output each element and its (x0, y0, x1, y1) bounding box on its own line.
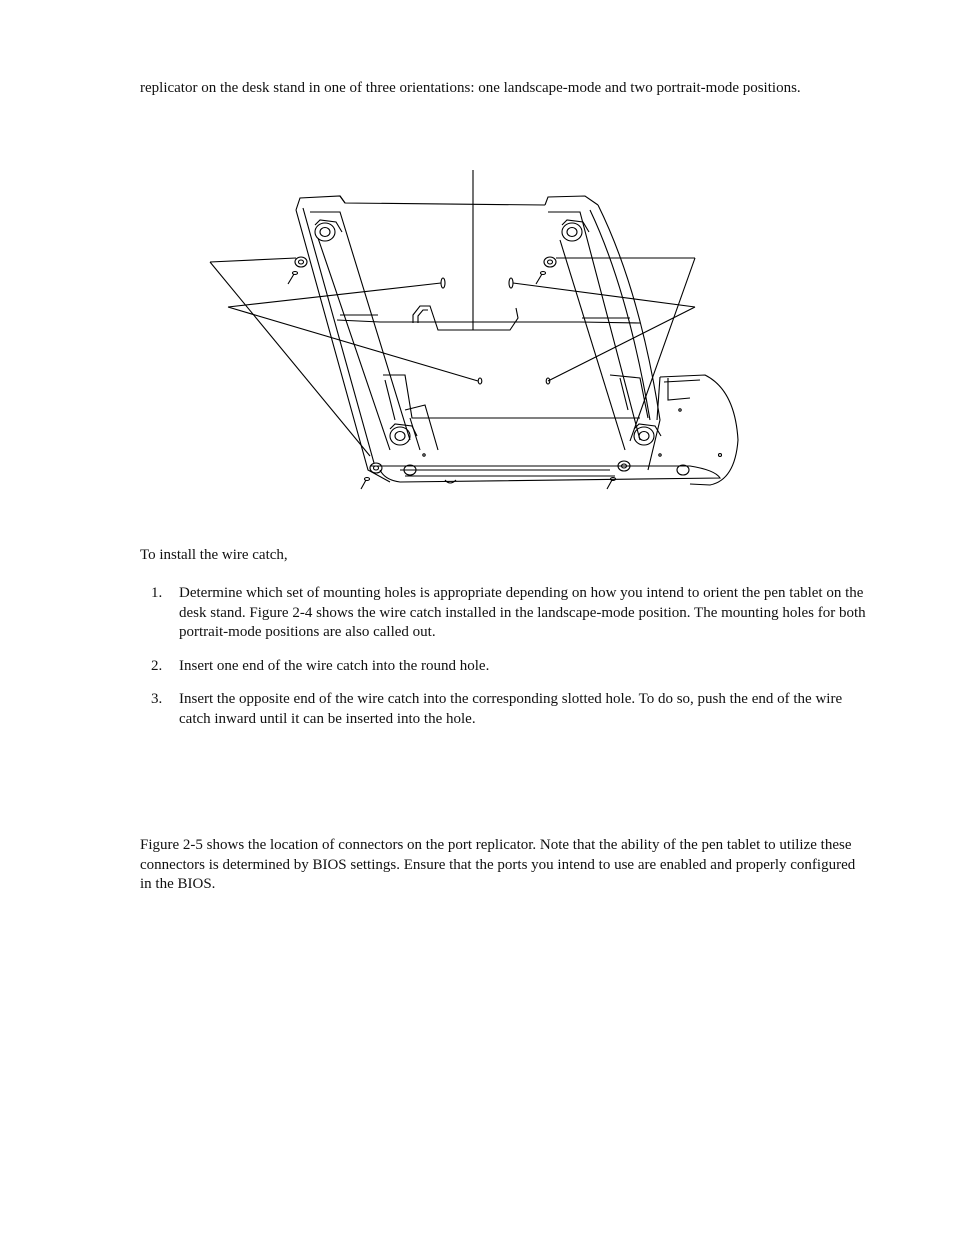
install-lead-text: To install the wire catch, (140, 547, 288, 563)
intro-paragraph: replicator on the desk stand in one of three orientations: one landscape-mode and two portrait-mode positions. (140, 80, 801, 96)
step-number: 3. (151, 691, 163, 707)
desk-stand-figure (200, 165, 760, 495)
install-steps-list (140, 584, 868, 729)
step-text: Determine which set of mounting holes is appropriate depending on how you intend to orient the pen tablet on the desk stand. Figure 2-4 shows the wire catch installed in the landscape-mode position. The mounting holes for both portrait-mode positions are also called out. (179, 585, 866, 640)
list-item (140, 657, 868, 677)
step-number: 1. (151, 585, 163, 601)
list-item (140, 690, 868, 729)
step-number: 2. (151, 657, 163, 674)
step-text: Insert one end of the wire catch into the round hole. (179, 657, 490, 674)
desk-stand-line-drawing (200, 165, 760, 495)
step-text: Insert the opposite end of the wire catch into the corresponding slotted hole. To do so, push the end of the wire catch inward until it can be inserted into the hole. (179, 691, 843, 727)
list-item (140, 584, 868, 643)
connectors-paragraph: Figure 2-5 shows the location of connectors on the port replicator. Note that the ability of the pen tablet to utilize these connectors is determined by BIOS settings. Ensure that the ports you intend to use are enabled and properly configured in the BIOS. (140, 837, 856, 892)
